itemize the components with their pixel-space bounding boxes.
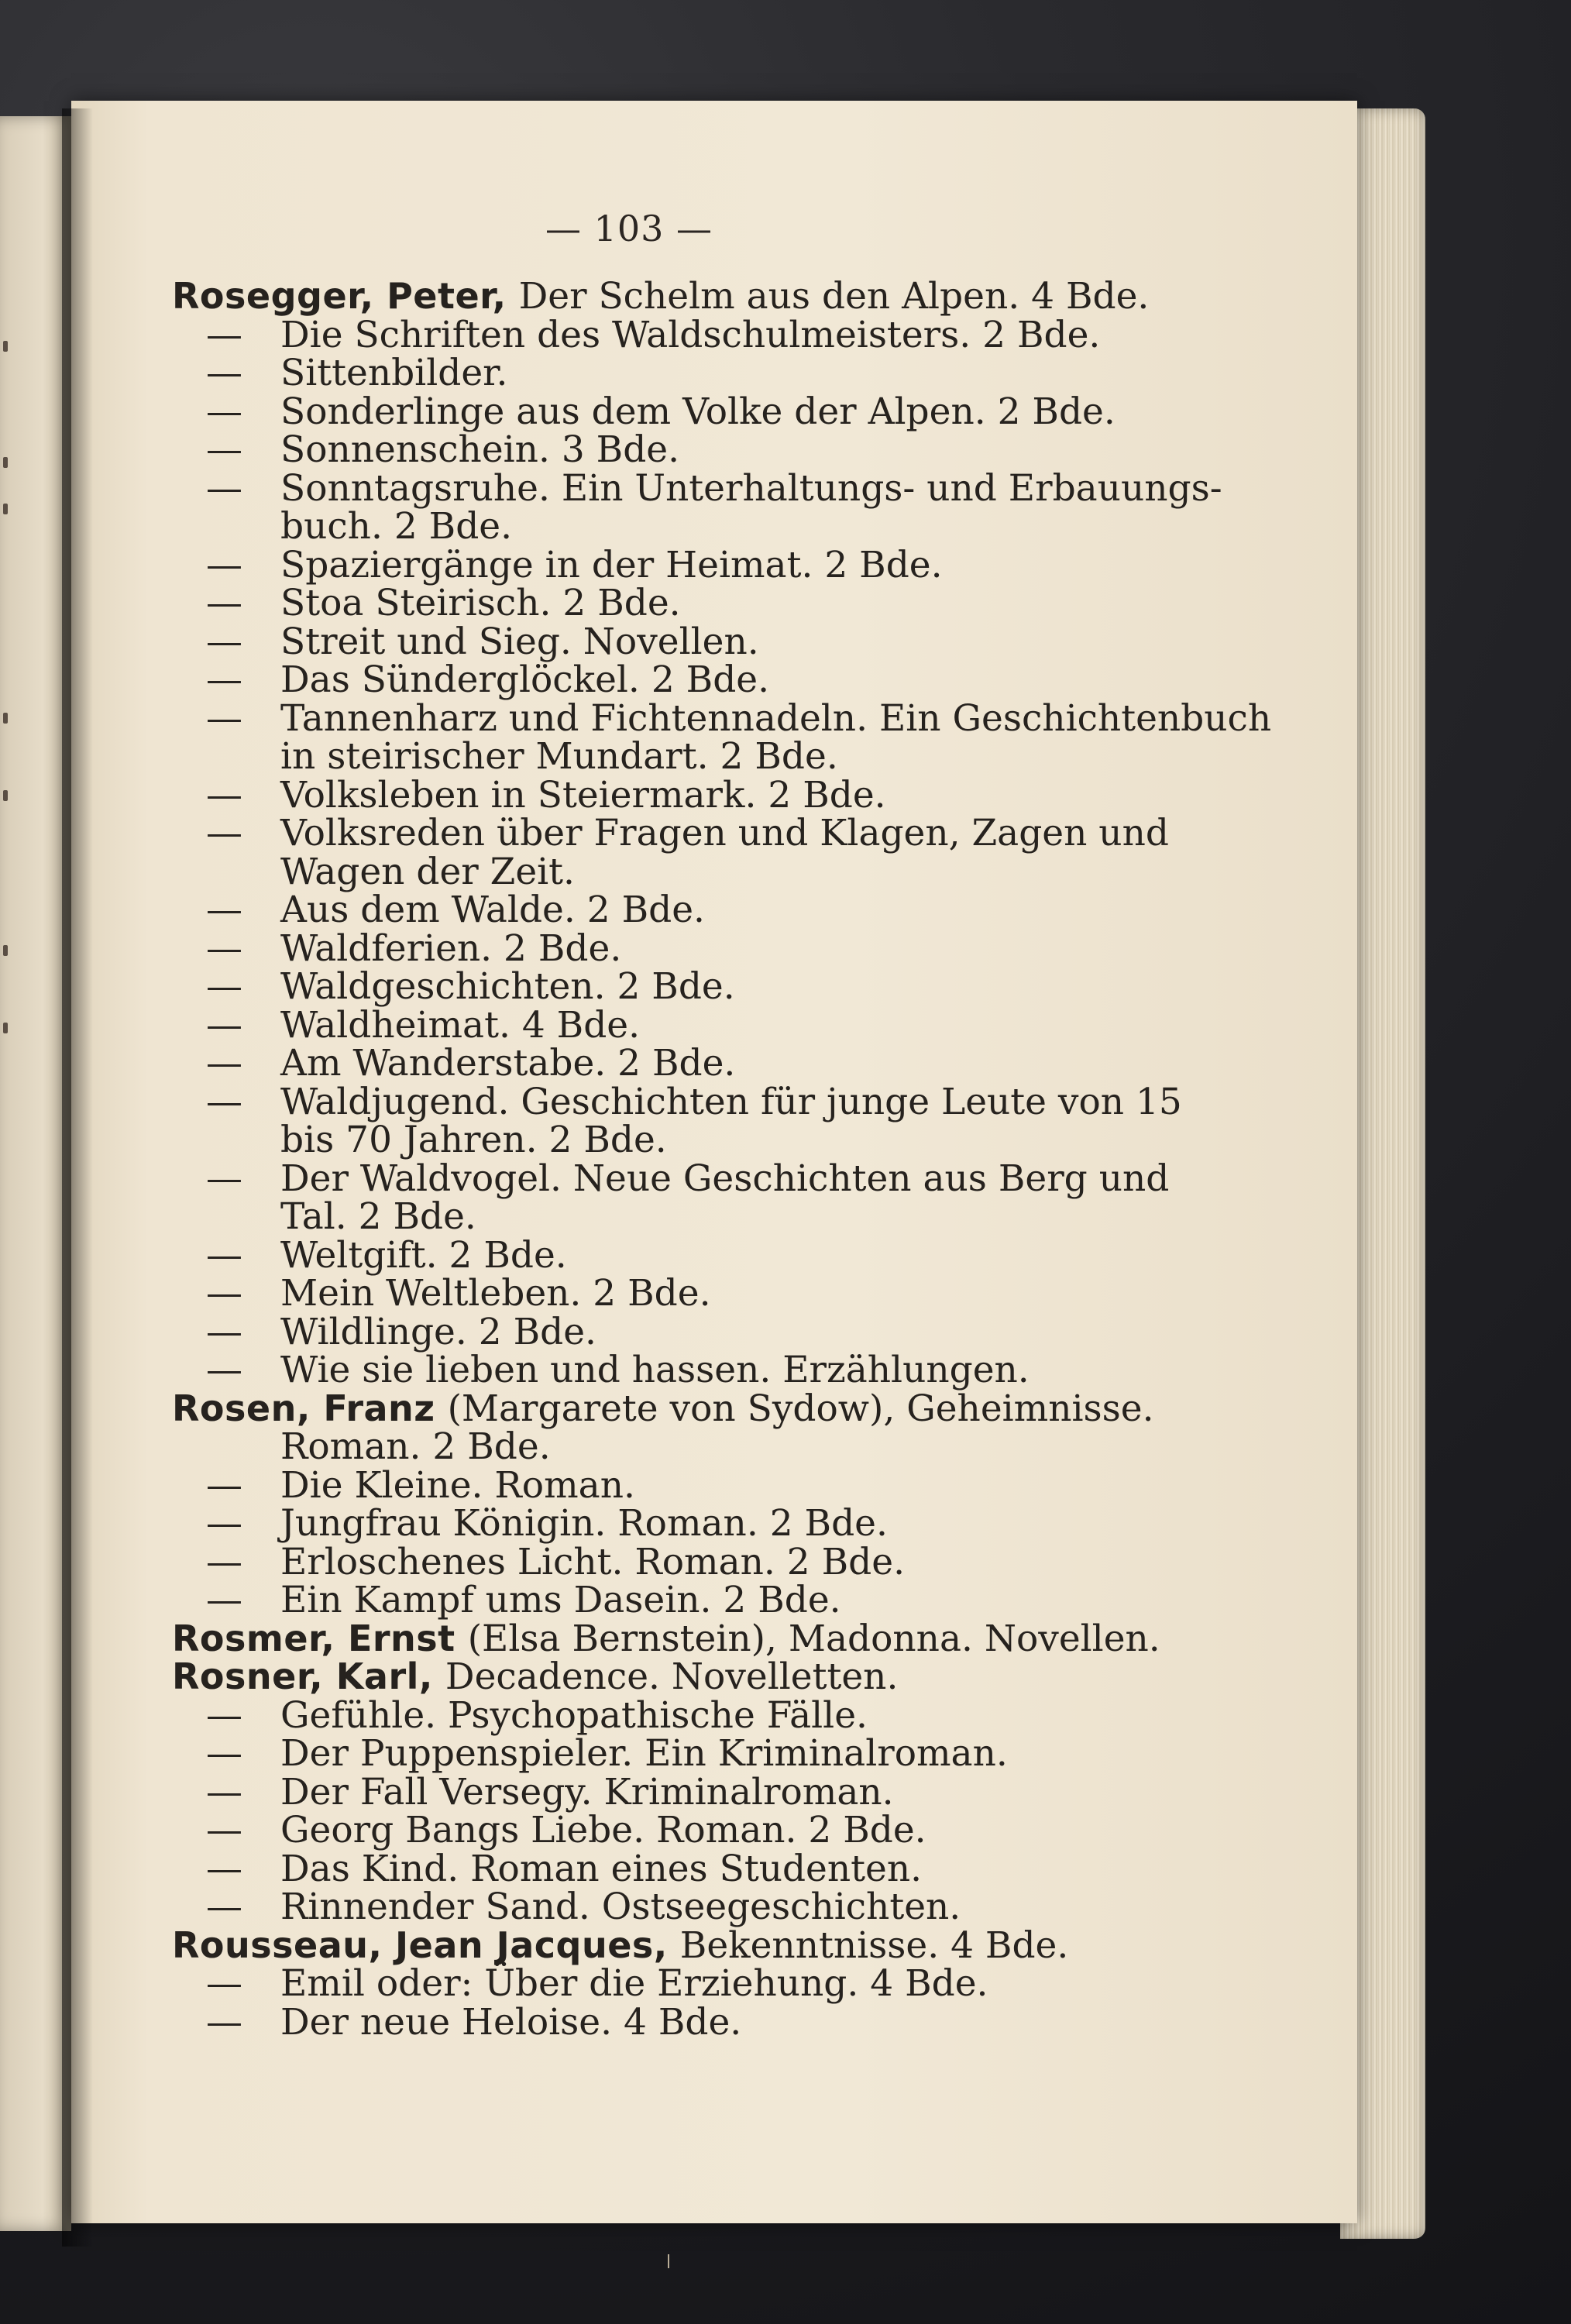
ditto-dash: — bbox=[206, 1770, 242, 1813]
work-entry bbox=[172, 584, 1272, 623]
work-title: Das Kind. Roman eines Studenten. bbox=[280, 1847, 923, 1890]
work-title: Sonnenschein. 3 Bde. bbox=[280, 428, 680, 471]
work-title: Wie sie lieben und hassen. Erzählungen. bbox=[280, 1349, 1030, 1391]
work-entry bbox=[172, 1274, 1272, 1313]
work-entry bbox=[172, 354, 1272, 393]
work-title: Aus dem Walde. 2 Bde. bbox=[280, 889, 705, 931]
continuation-line bbox=[172, 1195, 1272, 1238]
author-name: Rousseau, Jean Jacques, bbox=[172, 1923, 668, 1966]
ditto-dash: — bbox=[206, 1962, 242, 2005]
work-title: Die Schriften des Waldschulmeisters. 2 Bde. bbox=[280, 313, 1101, 356]
ditto-dash: — bbox=[206, 2000, 242, 2044]
paper-speck bbox=[668, 2254, 669, 2268]
author-entry bbox=[172, 1617, 1272, 1660]
book-page bbox=[71, 101, 1357, 2223]
ditto-dash: — bbox=[206, 773, 242, 816]
ditto-dash: — bbox=[206, 889, 242, 931]
work-entry bbox=[172, 814, 1272, 853]
work-title: Der Puppenspieler. Ein Kriminalroman. bbox=[280, 1732, 1008, 1775]
work-title: Der Schelm aus den Alpen. 4 Bde. bbox=[518, 275, 1150, 318]
ditto-dash: — bbox=[206, 1809, 242, 1851]
work-title: Streit und Sieg. Novellen. bbox=[280, 620, 759, 663]
ditto-dash: — bbox=[206, 390, 242, 433]
work-entry bbox=[172, 1463, 1272, 1507]
work-entry bbox=[172, 1962, 1272, 2005]
work-entry bbox=[172, 428, 1272, 471]
ditto-dash: — bbox=[206, 543, 242, 586]
work-entry bbox=[172, 1734, 1272, 1773]
ink-mark bbox=[3, 457, 8, 468]
work-entry bbox=[172, 1233, 1272, 1277]
ditto-dash: — bbox=[206, 1042, 242, 1085]
work-title-continuation: in steirischer Mundart. 2 Bde. bbox=[280, 735, 838, 778]
page-number: — 103 — bbox=[545, 208, 713, 249]
author-entry bbox=[172, 277, 1272, 316]
author-name: Rosner, Karl, bbox=[172, 1655, 433, 1697]
ditto-dash: — bbox=[206, 1272, 242, 1315]
continuation-line bbox=[172, 1121, 1272, 1160]
work-title: Stoa Steirisch. 2 Bde. bbox=[280, 582, 681, 624]
work-title: Wildlinge. 2 Bde. bbox=[280, 1310, 596, 1353]
work-title: Gefühle. Psychopathische Fälle. bbox=[280, 1693, 868, 1737]
work-entry bbox=[172, 1157, 1272, 1200]
work-entry bbox=[172, 313, 1272, 356]
work-entry bbox=[172, 1693, 1272, 1737]
work-entry bbox=[172, 965, 1272, 1008]
work-title: Tannenharz und Fichtennadeln. Ein Geschichtenbuch bbox=[280, 696, 1272, 740]
continuation-line bbox=[172, 507, 1272, 546]
work-title: Der Fall Versegy. Kriminalroman. bbox=[280, 1770, 894, 1813]
work-title: Der neue Heloise. 4 Bde. bbox=[280, 2000, 742, 2044]
work-title: Am Wanderstabe. 2 Bde. bbox=[280, 1042, 736, 1085]
work-title: Spaziergänge in der Heimat. 2 Bde. bbox=[280, 543, 943, 586]
ditto-dash: — bbox=[206, 1003, 242, 1047]
ink-mark bbox=[3, 1023, 8, 1033]
continuation-line bbox=[172, 737, 1272, 776]
ditto-dash: — bbox=[206, 1233, 242, 1277]
author-entry bbox=[172, 1923, 1272, 1967]
author-entry bbox=[172, 1387, 1272, 1430]
ditto-dash: — bbox=[206, 428, 242, 471]
previous-page-edge bbox=[0, 116, 71, 2231]
work-title-continuation: buch. 2 Bde. bbox=[280, 505, 513, 548]
ditto-dash: — bbox=[206, 466, 242, 510]
work-entry bbox=[172, 620, 1272, 663]
ink-mark bbox=[3, 341, 8, 352]
work-title: Volksleben in Steiermark. 2 Bde. bbox=[280, 773, 886, 816]
ditto-dash: — bbox=[206, 313, 242, 356]
ditto-dash: — bbox=[206, 1502, 242, 1545]
ditto-dash: — bbox=[206, 1463, 242, 1507]
ditto-dash: — bbox=[206, 927, 242, 970]
work-entry bbox=[172, 696, 1272, 740]
work-entry bbox=[172, 1003, 1272, 1047]
author-name: Rosmer, Ernst bbox=[172, 1617, 455, 1659]
ditto-dash: — bbox=[206, 1732, 242, 1775]
work-entry bbox=[172, 1811, 1272, 1850]
ditto-dash: — bbox=[206, 812, 242, 854]
work-title: Rinnender Sand. Ostseegeschichten. bbox=[280, 1886, 961, 1928]
work-entry bbox=[172, 543, 1272, 586]
work-entry bbox=[172, 1888, 1272, 1927]
work-entry bbox=[172, 927, 1272, 970]
work-title: Georg Bangs Liebe. Roman. 2 Bde. bbox=[280, 1809, 926, 1851]
work-title: Volksreden über Fragen und Klagen, Zagen und bbox=[280, 812, 1169, 854]
work-entry bbox=[172, 2000, 1272, 2044]
work-entry bbox=[172, 1770, 1272, 1813]
ink-mark bbox=[3, 790, 8, 801]
work-title: Mein Weltleben. 2 Bde. bbox=[280, 1272, 711, 1315]
work-title: Decadence. Novelletten. bbox=[445, 1655, 899, 1698]
work-title: Emil oder: Über die Erziehung. 4 Bde. bbox=[280, 1962, 988, 2005]
ditto-dash: — bbox=[206, 1310, 242, 1353]
work-title: Erloschenes Licht. Roman. 2 Bde. bbox=[280, 1540, 906, 1583]
spine-shadow bbox=[62, 108, 93, 2247]
work-entry bbox=[172, 1351, 1272, 1390]
ditto-dash: — bbox=[206, 1349, 242, 1391]
work-title: Ein Kampf ums Dasein. 2 Bde. bbox=[280, 1579, 841, 1621]
ditto-dash: — bbox=[206, 352, 242, 394]
ink-mark bbox=[3, 504, 8, 514]
work-title: Waldheimat. 4 Bde. bbox=[280, 1003, 641, 1047]
author-entry bbox=[172, 1655, 1272, 1698]
work-title-continuation: bis 70 Jahren. 2 Bde. bbox=[280, 1119, 667, 1161]
work-title: Bekenntnisse. 4 Bde. bbox=[679, 1923, 1069, 1967]
work-title: Waldferien. 2 Bde. bbox=[280, 927, 622, 970]
work-title: (Elsa Bernstein), Madonna. Novellen. bbox=[467, 1617, 1160, 1660]
work-entry bbox=[172, 658, 1272, 701]
work-entry bbox=[172, 466, 1272, 510]
ditto-dash: — bbox=[206, 1540, 242, 1583]
work-entry bbox=[172, 1581, 1272, 1620]
ditto-dash: — bbox=[206, 582, 242, 624]
ditto-dash: — bbox=[206, 1886, 242, 1928]
work-entry bbox=[172, 1044, 1272, 1083]
work-entry bbox=[172, 1080, 1272, 1123]
work-title: Das Sünderglöckel. 2 Bde. bbox=[280, 658, 770, 701]
work-title: Weltgift. 2 Bde. bbox=[280, 1233, 567, 1277]
work-title: Waldjugend. Geschichten für junge Leute von 15 bbox=[280, 1080, 1182, 1123]
work-title: Sittenbilder. bbox=[280, 352, 508, 394]
bibliography-list bbox=[172, 275, 1272, 2044]
work-entry bbox=[172, 891, 1272, 930]
work-entry bbox=[172, 1310, 1272, 1353]
ink-mark bbox=[3, 945, 8, 956]
work-title: (Margarete von Sydow), Geheimnisse. bbox=[447, 1387, 1154, 1430]
ditto-dash: — bbox=[206, 1847, 242, 1890]
work-title-continuation: Wagen der Zeit. bbox=[280, 850, 575, 893]
ditto-dash: — bbox=[206, 696, 242, 740]
author-name: Rosen, Franz bbox=[172, 1387, 435, 1429]
work-title-continuation: Roman. 2 Bde. bbox=[280, 1425, 551, 1468]
work-title: Sonderlinge aus dem Volke der Alpen. 2 Bde. bbox=[280, 390, 1116, 433]
ditto-dash: — bbox=[206, 658, 242, 701]
ditto-dash: — bbox=[206, 1080, 242, 1123]
work-title: Jungfrau Königin. Roman. 2 Bde. bbox=[280, 1502, 888, 1545]
work-entry bbox=[172, 773, 1272, 816]
continuation-line bbox=[172, 1425, 1272, 1468]
ditto-dash: — bbox=[206, 620, 242, 663]
work-title: Waldgeschichten. 2 Bde. bbox=[280, 965, 735, 1008]
work-title: Die Kleine. Roman. bbox=[280, 1463, 635, 1507]
work-entry bbox=[172, 390, 1272, 433]
work-title: Sonntagsruhe. Ein Unterhaltungs- und Erbauungs- bbox=[280, 466, 1222, 510]
work-title-continuation: Tal. 2 Bde. bbox=[280, 1195, 476, 1238]
work-entry bbox=[172, 1540, 1272, 1583]
ditto-dash: — bbox=[206, 965, 242, 1008]
work-title: Der Waldvogel. Neue Geschichten aus Berg und bbox=[280, 1157, 1170, 1200]
ink-mark bbox=[3, 713, 8, 724]
ditto-dash: — bbox=[206, 1579, 242, 1621]
work-entry bbox=[172, 1847, 1272, 1890]
author-name: Rosegger, Peter, bbox=[172, 275, 507, 317]
work-entry bbox=[172, 1504, 1272, 1543]
ditto-dash: — bbox=[206, 1693, 242, 1737]
continuation-line bbox=[172, 850, 1272, 893]
ditto-dash: — bbox=[206, 1157, 242, 1200]
